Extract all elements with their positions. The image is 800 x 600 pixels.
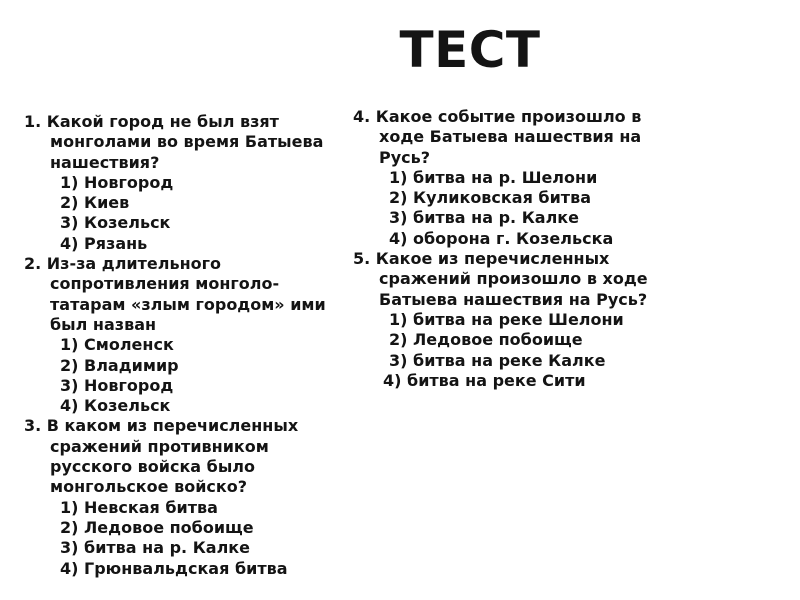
question-2 (24, 254, 349, 416)
question-2-option-3: 3) Новгород (60, 375, 174, 395)
question-3-option-4: 4) Грюнвальдская битва (60, 558, 288, 578)
question-5-option-3: 3) битва на реке Калке (389, 350, 606, 370)
right-column (353, 107, 697, 391)
question-3-option-3: 3) битва на р. Калке (60, 538, 250, 558)
question-5-option-1: 1) битва на реке Шелони (389, 309, 624, 329)
question-2-line-1: 2. Из-за длительного (24, 254, 221, 274)
question-4-line-3: Русь? (379, 147, 431, 167)
question-1-option-1: 1) Новгород (60, 172, 174, 192)
slide-title: ТЕСТ (399, 21, 541, 79)
question-5 (353, 249, 697, 391)
question-5-line-2: сражений произошло в ходе (379, 269, 648, 289)
question-3-line-3: русского войска было (50, 457, 256, 477)
question-4-option-4: 4) оборона г. Козельска (389, 228, 614, 248)
question-1-line-1: 1. Какой город не был взят (24, 112, 279, 131)
question-5-option-2: 2) Ледовое побоище (389, 330, 583, 350)
question-1-option-4: 4) Рязань (60, 233, 148, 253)
question-3-option-2: 2) Ледовое побоище (60, 517, 254, 537)
question-3-option-1: 1) Невская битва (60, 497, 218, 517)
question-2-line-2: сопротивления монголо- (50, 274, 280, 294)
question-1-line-3: нашествия? (50, 152, 160, 172)
question-1-option-2: 2) Киев (60, 193, 130, 213)
question-4 (353, 107, 697, 249)
question-4-option-3: 3) битва на р. Калке (389, 208, 579, 228)
question-2-line-4: был назван (50, 314, 157, 334)
left-column (24, 112, 349, 579)
question-2-option-2: 2) Владимир (60, 355, 179, 375)
question-2-line-3: татарам «злым городом» ими (50, 294, 326, 314)
question-3-line-1: 3. В каком из перечисленных (24, 416, 299, 436)
question-2-option-1: 1) Смоленск (60, 335, 174, 355)
question-4-line-2: ходе Батыева нашествия на (379, 127, 642, 147)
question-3 (24, 416, 349, 578)
question-5-option-4: 4) битва на реке Сити (383, 370, 586, 390)
question-1-option-3: 3) Козельск (60, 213, 171, 233)
question-1 (24, 112, 349, 254)
question-3-line-4: монгольское войско? (50, 477, 248, 497)
question-4-option-1: 1) битва на р. Шелони (389, 167, 598, 187)
question-1-line-2: монголами во время Батыева (50, 132, 324, 152)
question-5-line-1: 5. Какое из перечисленных (353, 249, 610, 269)
question-4-line-1: 4. Какое событие произошло в (353, 107, 642, 126)
question-5-line-3: Батыева нашествия на Русь? (379, 289, 648, 309)
question-2-option-4: 4) Козельск (60, 396, 171, 416)
question-4-option-2: 2) Куликовская битва (389, 188, 591, 208)
question-3-line-2: сражений противником (50, 436, 269, 456)
